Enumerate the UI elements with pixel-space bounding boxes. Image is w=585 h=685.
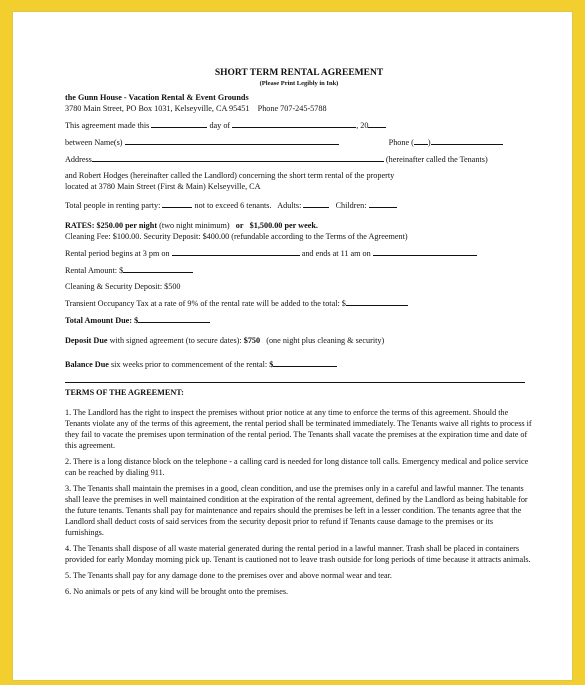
phone-close: ): [427, 138, 431, 147]
business-phone: Phone 707-245-5788: [257, 104, 327, 113]
document-content: [65, 68, 533, 597]
agreement-made-label: This agreement made this: [65, 121, 150, 130]
term-5: 5. The Tenants shall pay for any damage done to the premises over and above normal wear and tear.: [65, 571, 392, 580]
day-of-label: day of: [209, 121, 231, 130]
rates-line: [65, 220, 533, 231]
phone-label: Phone (: [388, 138, 414, 147]
party-limit: not to exceed 6 tenants.: [194, 201, 272, 210]
adults-blank[interactable]: [303, 199, 329, 208]
rental-period-line: [65, 247, 533, 259]
rental-amount-label: Rental Amount: $: [65, 266, 124, 275]
fees-line: Cleaning Fee: $100.00. Security Deposit: $400.00 (refundable according to the Terms of the Agreement): [65, 232, 408, 241]
day-blank[interactable]: [151, 119, 207, 128]
section-divider: [65, 382, 525, 383]
deposit-label: Deposit Due: [65, 336, 108, 345]
deposit-line: [65, 335, 533, 346]
property-location: located at 3780 Main Street (First & Main) Kelseyville, CA: [65, 182, 261, 191]
business-address: 3780 Main Street, PO Box 1031, Kelseyville, CA 95451: [65, 104, 250, 113]
address-label: Address: [65, 155, 92, 164]
term-3: 3. The Tenants shall maintain the premises in a good, clean condition, and use the premises only in a careful and lawful manner. The tenants shall leave the premises in well maintained condition at the expiration of the rental agreement, defined by the Landlord as being habitable for the future tenants. Tenants shall pay for maintenance and repairs should the premises be left in a lesser condition. The tenants agree that the Landlord shall deduct costs of said services from the security deposit prior to refund if Tenants cause damage to the premises or its furnishings.: [65, 484, 528, 537]
nightly-rate: $250.00 per night: [96, 221, 158, 230]
rental-amount-blank[interactable]: [123, 264, 193, 273]
balance-line: [65, 358, 533, 370]
balance-blank[interactable]: [273, 358, 337, 367]
party-size-blank[interactable]: [162, 199, 192, 208]
total-due-label: Total Amount Due: $: [65, 316, 139, 325]
area-code-blank[interactable]: [414, 136, 428, 145]
deposit-note: (one night plus cleaning & security): [266, 336, 385, 345]
tenant-name-line: [65, 136, 533, 148]
weekly-rate: $1,500.00 per week.: [249, 221, 318, 230]
adults-label: Adults:: [277, 201, 302, 210]
tenant-address-line: [65, 153, 533, 165]
name-blank[interactable]: [125, 136, 339, 145]
rates-label: RATES:: [65, 221, 95, 230]
minimum-note: (two night minimum): [159, 221, 230, 230]
end-date-blank[interactable]: [373, 247, 477, 256]
document-page: [12, 11, 573, 681]
address-blank[interactable]: [92, 153, 384, 162]
cleaning-security-line: Cleaning & Security Deposit: $500: [65, 282, 181, 291]
rates-or: or: [235, 221, 244, 230]
children-blank[interactable]: [369, 199, 397, 208]
balance-text: six weeks prior to commencement of the rental:: [110, 360, 268, 369]
tax-line: [65, 297, 533, 309]
children-label: Children:: [335, 201, 367, 210]
party-size-label: Total people in renting party:: [65, 201, 161, 210]
deposit-amount: $750: [243, 336, 261, 345]
period-end-label: and ends at 11 am on: [301, 249, 371, 258]
phone-blank[interactable]: [431, 136, 503, 145]
month-blank[interactable]: [232, 119, 356, 128]
term-6: 6. No animals or pets of any kind will be brought onto the premises.: [65, 587, 289, 596]
term-1: 1. The Landlord has the right to inspect the premises without prior notice at any time to enforce the terms of this agreement. Should the Tenants violate any of the terms of this agreement, the rental period shall be terminated immediately. The Tenants waive all rights to process if they fail to vacate the premises upon termination of the rental period. The Tenants shall vacate the premises at the expiration time and date of this agreement.: [65, 408, 532, 450]
tax-blank[interactable]: [346, 297, 408, 306]
business-name: the Gunn House - Vacation Rental & Event Grounds: [65, 93, 249, 102]
start-date-blank[interactable]: [172, 247, 300, 256]
business-contact: [65, 103, 533, 114]
total-due-line: [65, 314, 533, 326]
rental-amount-line: [65, 264, 533, 276]
deposit-text: with signed agreement (to secure dates):: [109, 336, 242, 345]
tax-label: Transient Occupancy Tax at a rate of 9% of the rental rate will be added to the total: $: [65, 299, 346, 308]
year-prefix: , 20: [356, 121, 369, 130]
party-size-line: [65, 199, 533, 211]
agreement-date-line: [65, 119, 533, 131]
landlord-line: and Robert Hodges (hereinafter called the Landlord) concerning the short term rental of the property: [65, 171, 395, 180]
tenants-note: (hereinafter called the Tenants): [385, 155, 488, 164]
balance-dollar: $: [269, 360, 274, 369]
year-blank[interactable]: [368, 119, 386, 128]
total-due-blank[interactable]: [138, 314, 210, 323]
term-2: 2. There is a long distance block on the telephone - a calling card is needed for long distance toll calls. Emergency medical and police service can be reached by dialing 911.: [65, 457, 529, 477]
balance-label: Balance Due: [65, 360, 109, 369]
document-title: SHORT TERM RENTAL AGREEMENT: [214, 68, 384, 78]
terms-heading: TERMS OF THE AGREEMENT:: [65, 388, 184, 397]
document-subtitle: (Please Print Legibly in Ink): [259, 80, 339, 87]
name-label: between Name(s): [65, 138, 123, 147]
term-4: 4. The Tenants shall dispose of all waste material generated during the rental period in a lawful manner. Trash shall be placed in containers provided for early Monday morning pick up. Tenant is cautioned not to leave trash outside for long periods of time because it attracts animals.: [65, 544, 531, 564]
period-start-label: Rental period begins at 3 pm on: [65, 249, 170, 258]
